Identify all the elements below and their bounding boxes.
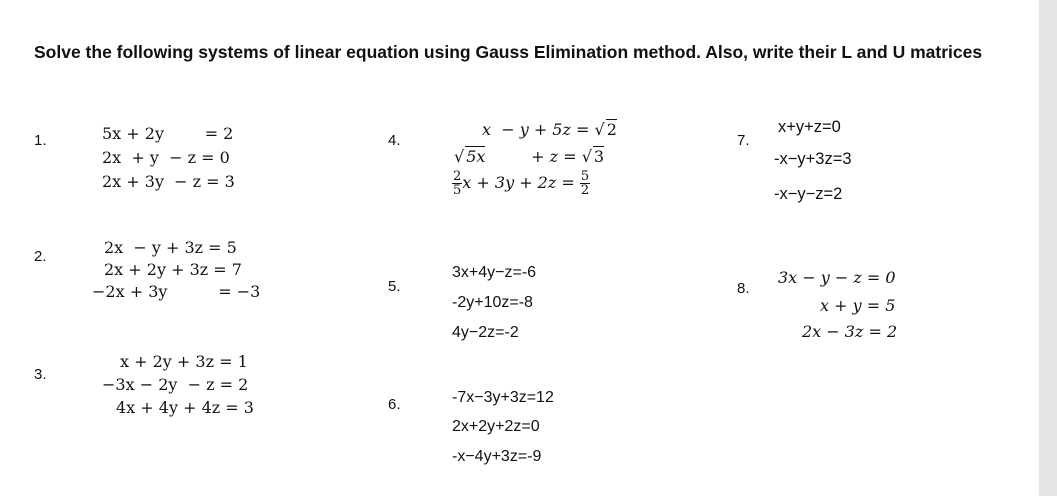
problem-4-eq1-lhs: x − y + 5z = (482, 120, 595, 139)
problem-2-equation-1: 2x − y + 3z = 5 (104, 238, 237, 257)
problem-8-equation-3: 2x − 3z = 2 (802, 322, 898, 341)
problem-4-eq3-fraction-right: $\frac{5}{2}$ (580, 169, 590, 198)
problem-4-eq3-mid: x + 3y + 2z = (462, 173, 580, 192)
problem-4-eq2-mid: + z = (485, 147, 582, 166)
problem-4-eq2-radicand-rhs: 3 (593, 147, 605, 166)
problem-4-number: 4. (388, 132, 401, 149)
problem-2-equation-2: 2x + 2y + 3z = 7 (104, 260, 242, 279)
problem-6-equation-2: 2x+2y+2z=0 (452, 418, 540, 435)
problem-8-number: 8. (737, 280, 750, 297)
problem-7-equation-3: -x−y−z=2 (774, 185, 843, 203)
scrollbar-strip (1039, 0, 1057, 496)
problem-5-equation-3: 4y−2z=-2 (452, 324, 519, 341)
problem-3-number: 3. (34, 366, 47, 383)
problem-5-equation-1: 3x+4y−z=-6 (452, 264, 537, 281)
problem-2-number: 2. (34, 248, 47, 265)
problem-6-number: 6. (388, 396, 401, 413)
problem-8-equation-2: x + y = 5 (820, 296, 896, 315)
problem-4-eq2-radicand-lhs: 5x (466, 147, 486, 166)
problem-7-equation-1: x+y+z=0 (778, 118, 841, 136)
problem-6-equation-1: -7x−3y+3z=12 (452, 389, 554, 406)
problem-4-eq1-radicand: 2 (606, 120, 617, 139)
problem-5-number: 5. (388, 278, 401, 295)
problem-4-eq3-fraction-left: $\frac{2}{5}$ (453, 169, 462, 198)
problem-7-number: 7. (737, 132, 750, 149)
problem-2-equation-3: −2x + 3y = −3 (92, 282, 261, 301)
instruction-heading: Solve the following systems of linear equation using Gauss Elimination method. Also, write their L and U matrices (34, 42, 983, 62)
problem-4-equation-3 (452, 170, 590, 197)
problem-1-equation-2: 2x + y − z = 0 (102, 148, 230, 167)
problem-6-equation-3: -x−4y+3z=-9 (452, 448, 542, 465)
problem-1-equation-3: 2x + 3y − z = 3 (102, 172, 235, 191)
problem-5-equation-2: -2y+10z=-8 (452, 294, 533, 311)
problem-8-equation-1: 3x − y − z = 0 (778, 268, 896, 287)
problem-3-equation-2: −3x − 2y − z = 2 (102, 375, 249, 394)
problem-1-equation-1: 5x + 2y = 2 (102, 124, 234, 143)
problem-1-number: 1. (34, 132, 47, 149)
problem-3-equation-3: 4x + 4y + 4z = 3 (116, 398, 254, 417)
problem-3-equation-1: x + 2y + 3z = 1 (120, 352, 248, 371)
problem-7-equation-2: -x−y+3z=3 (774, 150, 852, 168)
problem-4-equation-1: x − y + 5z = √ 2 (482, 120, 617, 139)
problem-4-equation-2: √ 5x + z = √ 3 (454, 147, 605, 166)
